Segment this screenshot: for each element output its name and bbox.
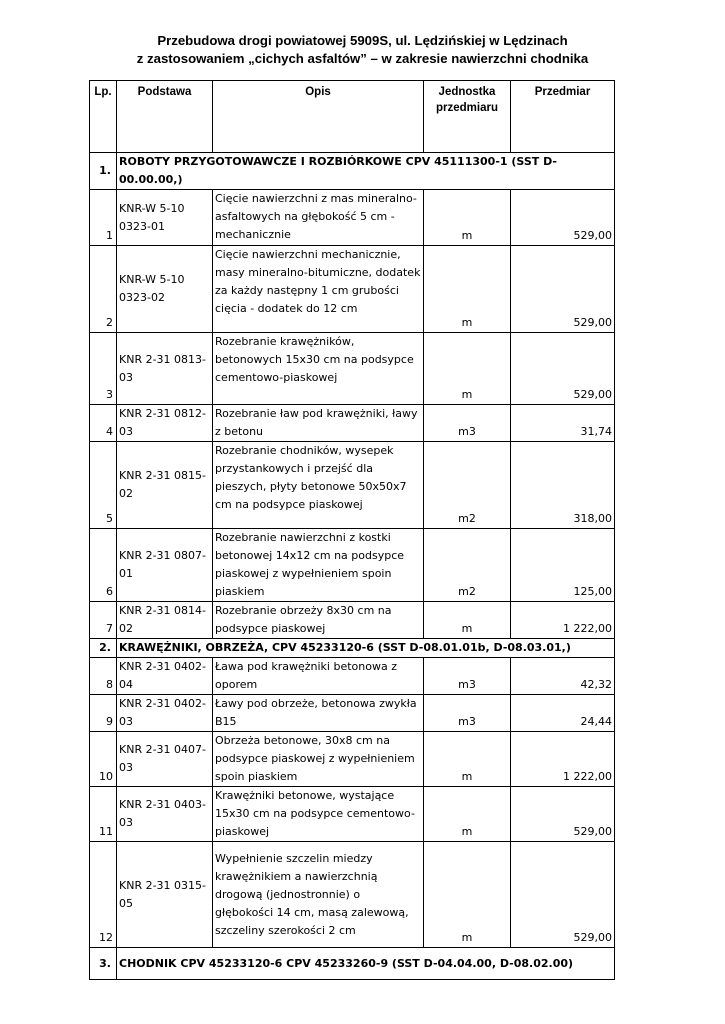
table-row xyxy=(90,529,615,602)
row-lp: 7 xyxy=(90,602,117,639)
row-opis: Ławy pod obrzeże, betonowa zwykła B15 xyxy=(213,695,424,732)
row-podstawa: KNR 2-31 0814-02 xyxy=(117,602,213,639)
row-unit: m3 xyxy=(424,695,511,732)
row-podstawa: KNR 2-31 0813-03 xyxy=(117,333,213,405)
header-jednostka: Jednostka przedmiaru xyxy=(424,81,511,153)
row-opis: Cięcie nawierzchni z mas mineralno-asfaltowych na głębokość 5 cm - mechanicznie xyxy=(213,190,424,246)
row-qty: 1 222,00 xyxy=(511,732,615,787)
section-title: KRAWĘŻNIKI, OBRZEŻA, CPV 45233120-6 (SST D-08.01.01b, D-08.03.01,) xyxy=(117,639,615,658)
row-qty: 24,44 xyxy=(511,695,615,732)
row-opis: Rozebranie krawężników, betonowych 15x30 cm na podsypce cementowo-piaskowej xyxy=(213,333,424,405)
row-opis: Rozebranie ław pod krawężniki, ławy z betonu xyxy=(213,405,424,442)
row-lp: 10 xyxy=(90,732,117,787)
row-podstawa: KNR 2-31 0407-03 xyxy=(117,732,213,787)
row-lp: 11 xyxy=(90,787,117,842)
row-lp: 6 xyxy=(90,529,117,602)
row-opis: Rozebranie chodników, wysepek przystankowych i przejść dla pieszych, płyty betonowe 50x50x7 cm na podsypce piaskowej xyxy=(213,442,424,529)
row-lp: 9 xyxy=(90,695,117,732)
row-qty: 529,00 xyxy=(511,246,615,333)
row-unit: m xyxy=(424,190,511,246)
table-row xyxy=(90,695,615,732)
row-qty: 529,00 xyxy=(511,190,615,246)
row-opis: Ława pod krawężniki betonowa z oporem xyxy=(213,658,424,695)
table-row xyxy=(90,442,615,529)
row-unit: m xyxy=(424,333,511,405)
header-opis: Opis xyxy=(213,81,424,153)
row-qty: 125,00 xyxy=(511,529,615,602)
section-row xyxy=(90,639,615,658)
row-opis: Cięcie nawierzchni mechanicznie, masy mineralno-bitumiczne, dodatek za każdy następny 1 cm grubości cięcia - dodatek do 12 cm xyxy=(213,246,424,333)
document-title-line2: z zastosowaniem „cichych asfaltów” – w zakresie nawierzchni chodnika xyxy=(136,51,589,66)
row-lp: 4 xyxy=(90,405,117,442)
section-number: 1. xyxy=(90,153,117,190)
row-podstawa: KNR-W 5-10 0323-02 xyxy=(117,246,213,333)
row-lp: 8 xyxy=(90,658,117,695)
row-opis: Obrzeża betonowe, 30x8 cm na podsypce piaskowej z wypełnieniem spoin piaskiem xyxy=(213,732,424,787)
table-row xyxy=(90,658,615,695)
row-unit: m3 xyxy=(424,405,511,442)
header-lp: Lp. xyxy=(90,81,117,153)
table-row xyxy=(90,732,615,787)
header-podstawa: Podstawa xyxy=(117,81,213,153)
row-unit: m xyxy=(424,842,511,948)
row-qty: 31,74 xyxy=(511,405,615,442)
header-przedmiar: Przedmiar xyxy=(511,81,615,153)
section-number: 3. xyxy=(90,948,117,980)
row-opis: Wypełnienie szczelin miedzy krawężnikiem a nawierzchnią drogową (jednostronnie) o głębokości 14 cm, masą zalewową, szczeliny szerokości 2 cm xyxy=(213,842,424,948)
document-title-line1: Przebudowa drogi powiatowej 5909S, ul. Lędzińskiej w Lędzinach xyxy=(157,33,568,48)
row-opis: Rozebranie nawierzchni z kostki betonowej 14x12 cm na podsypce piaskowej z wypełnieniem spoin piaskiem xyxy=(213,529,424,602)
section-row xyxy=(90,948,615,980)
row-opis: Krawężniki betonowe, wystające 15x30 cm na podsypce cementowo-piaskowej xyxy=(213,787,424,842)
row-unit: m2 xyxy=(424,442,511,529)
section-number: 2. xyxy=(90,639,117,658)
table-row xyxy=(90,246,615,333)
row-qty: 529,00 xyxy=(511,787,615,842)
row-opis: Rozebranie obrzeży 8x30 cm na podsypce piaskowej xyxy=(213,602,424,639)
row-qty: 529,00 xyxy=(511,333,615,405)
row-lp: 3 xyxy=(90,333,117,405)
section-title: ROBOTY PRZYGOTOWAWCZE I ROZBIÓRKOWE CPV 45111300-1 (SST D-00.00.00,) xyxy=(117,153,615,190)
table-row xyxy=(90,190,615,246)
row-unit: m xyxy=(424,732,511,787)
row-podstawa: KNR 2-31 0402-03 xyxy=(117,695,213,732)
row-qty: 42,32 xyxy=(511,658,615,695)
row-qty: 318,00 xyxy=(511,442,615,529)
row-podstawa: KNR 2-31 0402-04 xyxy=(117,658,213,695)
row-lp: 12 xyxy=(90,842,117,948)
row-unit: m2 xyxy=(424,529,511,602)
row-unit: m3 xyxy=(424,658,511,695)
row-qty: 1 222,00 xyxy=(511,602,615,639)
row-podstawa: KNR-W 5-10 0323-01 xyxy=(117,190,213,246)
row-podstawa: KNR 2-31 0815-02 xyxy=(117,442,213,529)
section-title: CHODNIK CPV 45233120-6 CPV 45233260-9 (SST D-04.04.00, D-08.02.00) xyxy=(117,948,615,980)
row-lp: 2 xyxy=(90,246,117,333)
row-podstawa: KNR 2-31 0403-03 xyxy=(117,787,213,842)
row-unit: m xyxy=(424,787,511,842)
table-row xyxy=(90,787,615,842)
bill-of-quantities-table xyxy=(89,80,615,980)
row-podstawa: KNR 2-31 0315-05 xyxy=(117,842,213,948)
section-row xyxy=(90,153,615,190)
row-podstawa: KNR 2-31 0812-03 xyxy=(117,405,213,442)
row-unit: m xyxy=(424,602,511,639)
table-header-row xyxy=(90,81,615,153)
row-lp: 1 xyxy=(90,190,117,246)
table-row xyxy=(90,405,615,442)
row-qty: 529,00 xyxy=(511,842,615,948)
row-lp: 5 xyxy=(90,442,117,529)
row-unit: m xyxy=(424,246,511,333)
row-podstawa: KNR 2-31 0807-01 xyxy=(117,529,213,602)
table-row xyxy=(90,602,615,639)
table-row xyxy=(90,842,615,948)
table-row xyxy=(90,333,615,405)
